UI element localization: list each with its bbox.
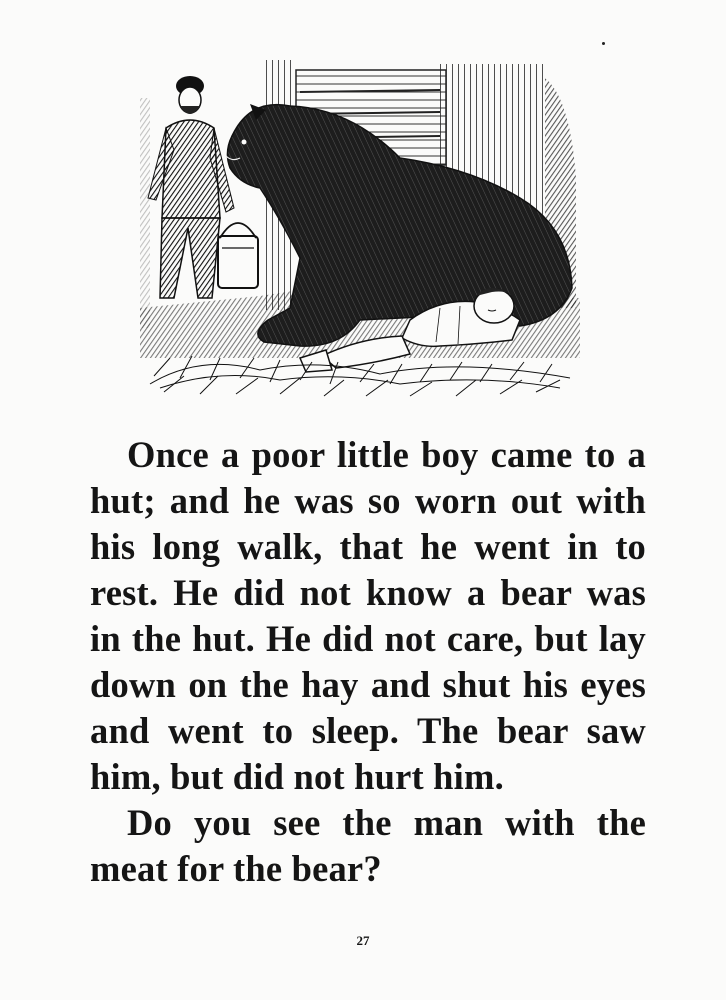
page-number: 27 (356, 933, 370, 948)
paragraph-1: Once a poor little boy came to a hut; and he was so worn out with his long walk, that he went in to rest. He did not know a bear was in the hut. He did not care, but lay down on the hay and shut his eyes and went to sleep. The bear saw him, but did not hurt him. (90, 434, 646, 797)
paragraph-2: Do you see the man with the meat for the bear? (90, 802, 646, 889)
printer-mark (602, 42, 605, 45)
bear-illustration (140, 58, 580, 398)
man-figure (148, 76, 258, 298)
story-text (90, 432, 646, 892)
